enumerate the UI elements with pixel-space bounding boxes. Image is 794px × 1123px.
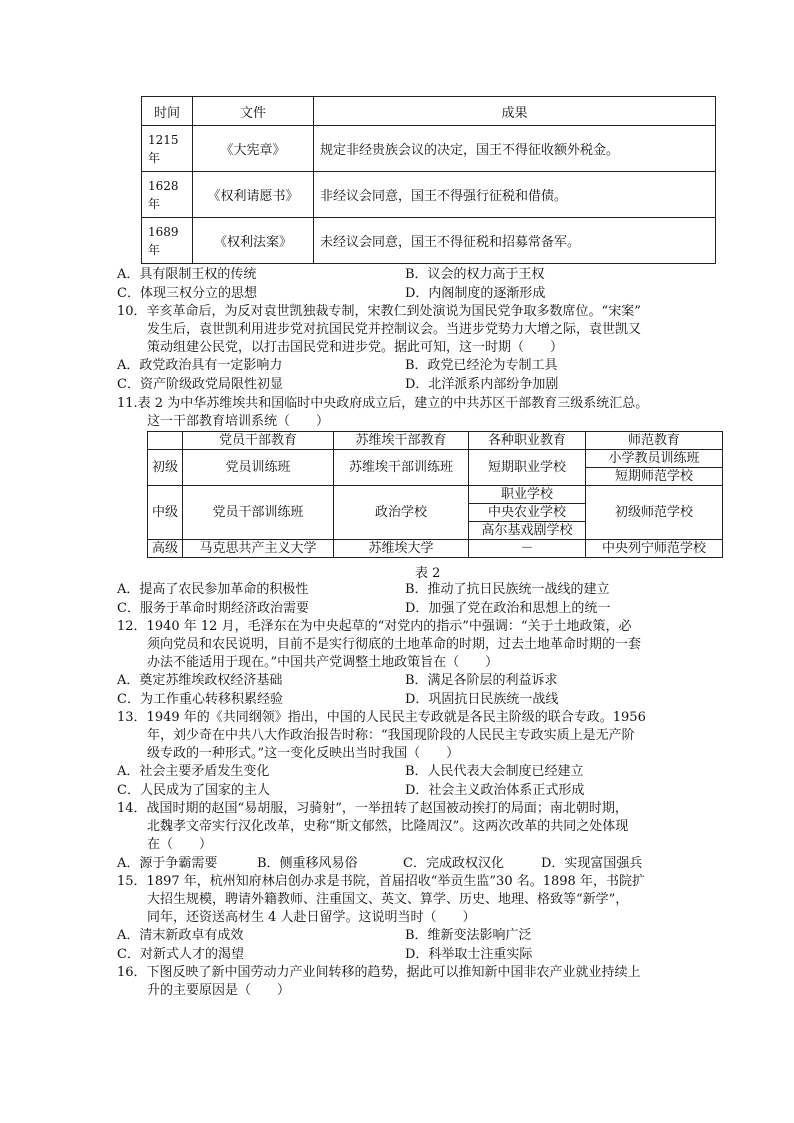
q11-option-b: B．推动了抗日民族统一战线的建立 — [405, 582, 610, 597]
cell-high-soviet: 苏维埃大学 — [334, 540, 469, 558]
q11-stem-line2: 这一干部教育培训系统（ ） — [147, 414, 330, 429]
q13-option-d: D．社会主义政治体系正式形成 — [405, 783, 585, 798]
row-year: 1689 — [148, 224, 179, 239]
cell-middle-party: 党员干部训练班 — [183, 486, 334, 540]
header-time: 时间 — [142, 97, 193, 126]
q14-option-b: B．侧重移风易俗 — [257, 856, 358, 871]
table-caption: 表 2 — [415, 566, 441, 581]
q14-stem-line2: 北魏孝文帝实行汉化改革，史称“斯文郁然，比隆周汉”。这两次改革的共同之处体现 — [147, 819, 629, 834]
table-row — [148, 540, 723, 558]
cell-high-party: 马克思共产主义大学 — [183, 540, 334, 558]
q13-stem-line2: 年，刘少奇在中共八大作政治报告时称：“我国现阶段的人民民主专政实质上是无产阶 — [147, 728, 635, 743]
row-result: 非经议会同意，国王不得强行征税和借债。 — [314, 172, 716, 218]
cell-middle-vocational-3: 高尔基戏剧学校 — [469, 522, 586, 540]
cell-primary-normal-2: 短期师范学校 — [586, 468, 723, 486]
table-row — [142, 126, 716, 172]
q13-stem-line1: 13．1949 年的《共同纲领》指出，中国的人民民主专政就是各民主阶级的联合专政。1956 — [117, 710, 646, 725]
cell-primary-vocational: 短期职业学校 — [469, 450, 586, 486]
row-year: 1215 — [148, 132, 179, 147]
header-normal: 师范教育 — [586, 432, 723, 450]
header-document: 文件 — [193, 97, 314, 126]
row-year-unit: 年 — [148, 242, 161, 257]
q12-stem-line2: 须向党员和农民说明，目前不是实行彻底的土地革命的时期，过去土地革命时期的一套 — [147, 637, 642, 652]
cell-primary-party: 党员训练班 — [183, 450, 334, 486]
level-primary: 初级 — [148, 450, 183, 486]
q12-stem-line1: 12．1940 年 12 月，毛泽东在为中央起草的“对党内的指示”中强调：“关于土地政策，必 — [117, 619, 632, 634]
q12-option-a: A．奠定苏维埃政权经济基础 — [117, 673, 283, 688]
table-row — [142, 218, 716, 264]
q10-option-a: A．政党政治具有一定影响力 — [117, 358, 283, 373]
row-time — [142, 172, 193, 218]
q9-option-b: B．议会的权力高于王权 — [405, 267, 545, 282]
q10-stem-line2: 发生后，袁世凯利用进步党对抗国民党并控制议会。当进步党势力大增之际，袁世凯又 — [147, 322, 642, 337]
cell-high-vocational: － — [469, 540, 586, 558]
cell-primary-normal-1: 小学教员训练班 — [586, 450, 723, 468]
q10-option-c: C．资产阶级政党局限性初显 — [117, 377, 283, 392]
q15-option-b: B．维新变法影响广泛 — [405, 928, 532, 943]
row-time — [142, 126, 193, 172]
q12-option-c: C．为工作重心转移积累经验 — [117, 692, 283, 707]
header-vocational: 各种职业教育 — [469, 432, 586, 450]
q10-stem-line3: 策动组建公民党，以打击国民党和进步党。据此可知，这一时期（ ） — [147, 340, 564, 355]
q15-option-d: D．科举取士注重实际 — [405, 947, 533, 962]
row-year-unit: 年 — [148, 150, 161, 165]
q13-option-b: B．人民代表大会制度已经建立 — [405, 764, 584, 779]
q16-stem-line2: 升的主要原因是（ ） — [147, 983, 291, 998]
cell-high-normal: 中央列宁师范学校 — [586, 540, 723, 558]
row-result: 规定非经贵族会议的决定，国王不得征收额外税金。 — [314, 126, 716, 172]
header-level — [148, 432, 183, 450]
q15-option-c: C．对新式人才的渴望 — [117, 947, 244, 962]
level-middle: 中级 — [148, 486, 183, 540]
cell-middle-vocational-1: 职业学校 — [469, 486, 586, 504]
table-header-row — [148, 432, 723, 450]
q15-option-a: A．清末新政卓有成效 — [117, 928, 244, 943]
q15-stem-line1: 15．1897 年，杭州知府林启创办求是书院，首届招收“举贡生监”30 名。1898 年，书院扩 — [117, 874, 645, 889]
table-row — [148, 486, 723, 504]
table-header-row — [142, 97, 716, 126]
table-row — [142, 172, 716, 218]
q14-option-a: A．源于争霸需要 — [117, 856, 218, 871]
row-year: 1628 — [148, 178, 179, 193]
row-document: 《权利法案》 — [193, 218, 314, 264]
q14-option-d: D．实现富国强兵 — [541, 856, 643, 871]
cell-middle-vocational-2: 中央农业学校 — [469, 504, 586, 522]
q14-stem-line3: 在（ ） — [147, 837, 213, 852]
row-result: 未经议会同意，国王不得征税和招募常备军。 — [314, 218, 716, 264]
cadre-education-table — [147, 431, 723, 558]
table-row — [148, 450, 723, 468]
q10-option-d: D．北洋派系内部纷争加剧 — [405, 377, 559, 392]
charter-table — [141, 96, 716, 264]
q11-stem-line1: 11.表 2 为中华苏维埃共和国临时中央政府成立后，建立的中共苏区干部教育三级系统汇总。 — [117, 396, 649, 411]
q14-stem-line1: 14．战国时期的赵国“易胡服，习骑射”，一举扭转了赵国被动挨打的局面；南北朝时期， — [117, 801, 628, 816]
level-high: 高级 — [148, 540, 183, 558]
q15-stem-line3: 同年，还资送高材生 4 人赴日留学。这说明当时（ ） — [147, 910, 476, 925]
q15-stem-line2: 大招生规模，聘请外籍教师、注重国文、英文、算学、历史、地理、格致等“新学”， — [147, 892, 629, 907]
q11-option-d: D．加强了党在政治和思想上的统一 — [405, 601, 611, 616]
header-party: 党员干部教育 — [183, 432, 334, 450]
row-document: 《大宪章》 — [193, 126, 314, 172]
row-time — [142, 218, 193, 264]
q12-option-b: B．满足各阶层的利益诉求 — [405, 673, 558, 688]
q13-option-a: A．社会主要矛盾发生变化 — [117, 764, 270, 779]
q12-stem-line3: 办法不能适用于现在。”中国共产党调整土地政策旨在（ ） — [147, 655, 499, 670]
q10-option-b: B．政党已经沦为专制工具 — [405, 358, 558, 373]
q13-option-c: C．人民成为了国家的主人 — [117, 783, 270, 798]
header-soviet: 苏维埃干部教育 — [334, 432, 469, 450]
q13-stem-line3: 级专政的一种形式。”这一变化反映出当时我国（ ） — [147, 746, 460, 761]
cell-primary-soviet: 苏维埃干部训练班 — [334, 450, 469, 486]
q16-stem-line1: 16．下图反映了新中国劳动力产业间转移的趋势，据此可以推知新中国非农产业就业持续上 — [117, 965, 641, 980]
cell-middle-soviet: 政治学校 — [334, 486, 469, 540]
q9-option-c: C．体现三权分立的思想 — [117, 286, 257, 301]
q9-option-a: A．具有限制王权的传统 — [117, 267, 257, 282]
q10-stem-line1: 10．辛亥革命后，为反对袁世凯独裁专制，宋教仁到处演说为国民党争取多数席位。“宋案” — [117, 304, 641, 319]
q12-option-d: D．巩固抗日民族统一战线 — [405, 692, 559, 707]
header-result: 成果 — [314, 97, 716, 126]
q11-option-c: C．服务于革命时期经济政治需要 — [117, 601, 309, 616]
cell-middle-normal: 初级师范学校 — [586, 486, 723, 540]
row-year-unit: 年 — [148, 196, 161, 211]
row-document: 《权利请愿书》 — [193, 172, 314, 218]
q9-option-d: D．内阁制度的逐渐形成 — [405, 286, 546, 301]
q14-option-c: C．完成政权汉化 — [403, 856, 504, 871]
q11-option-a: A．提高了农民参加革命的积极性 — [117, 582, 309, 597]
